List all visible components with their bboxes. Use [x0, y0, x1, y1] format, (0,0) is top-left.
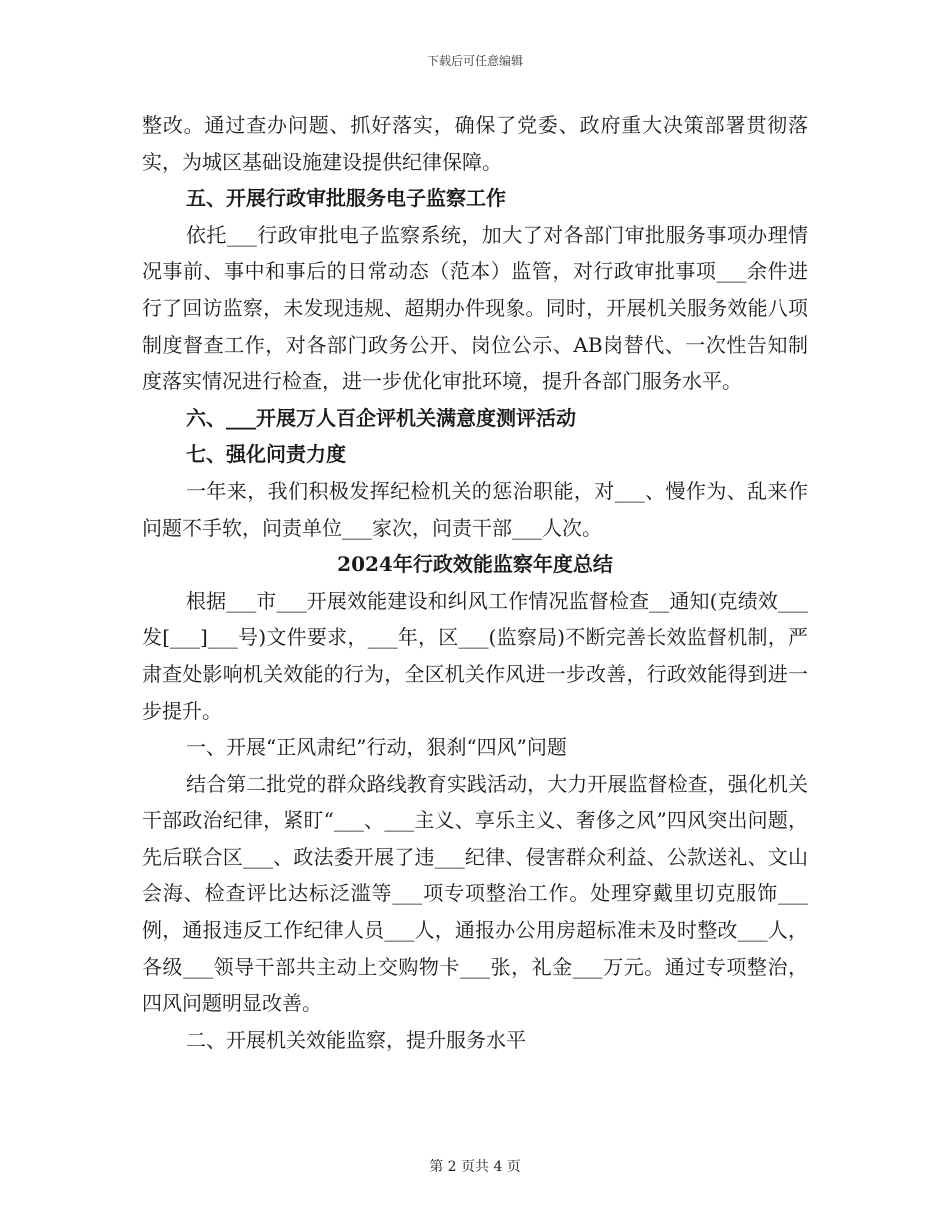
section-heading-5: 五、开展行政审批服务电子监察工作: [186, 186, 506, 211]
paragraph-intro: 根据___市___开展效能建设和纠风工作情况监督检查__通知(克绩效___发[___]___号)文件要求，___年，区___(监察局)不断完善长效监督机制，严肃查处影响机关效能的行为，全区机关作风进一步改善，行政效能得到进一步提升。: [142, 588, 808, 723]
subheading-2: 二、开展机关效能监察，提升服务水平: [186, 1027, 526, 1052]
section-heading-7: 七、强化问责力度: [186, 442, 346, 467]
page-footer: 第 2 页共 4 页: [429, 1159, 521, 1175]
page-header: 下载后可任意编辑: [426, 54, 523, 68]
paragraph-accountability: 一年来，我们积极发挥纪检机关的惩治职能，对___、慢作为、乱来作问题不手软，问责单位___家次，问责干部___人次。: [142, 478, 808, 540]
document-body: [142, 107, 808, 1058]
document-title: 2024年行政效能监察年度总结: [337, 552, 613, 577]
paragraph-continuation: 整改。通过查办问题、抓好落实，确保了党委、政府重大决策部署贯彻落实，为城区基础设施建设提供纪律保障。: [142, 113, 808, 174]
paragraph-e-supervision: 依托___行政审批电子监察系统，加大了对各部门审批服务事项办理情况事前、事中和事后的日常动态（范本）监管，对行政审批事项___余件进行了回访监察，未发现违规、超期办件现象。同时，开展机关服务效能八项制度督查工作，对各部门政务公开、岗位公示、AB岗替代、一次性告知制度落实情况进行检查，进一步优化审批环境，提升各部门服务水平。: [142, 222, 808, 394]
section-heading-6: 六、___开展万人百企评机关满意度测评活动: [186, 405, 576, 430]
paragraph-four-winds: 结合第二批党的群众路线教育实践活动，大力开展监督检查，强化机关干部政治纪律，紧盯“___、___主义、享乐主义、奢侈之风”四风突出问题，先后联合区___、政法委开展了违___纪律、侵害群众利益、公款送礼、文山会海、检查评比达标泛滥等___项专项整治工作。处理穿戴里切克服饰___例，通报违反工作纪律人员___人，通报办公用房超标准未及时整改___人，各级___领导干部共主动上交购物卡___张，礼金___万元。通过专项整治，四风问题明显改善。: [142, 771, 808, 1016]
subheading-1: 一、开展“正风肃纪”行动，狠刹“四风”问题: [186, 735, 567, 760]
